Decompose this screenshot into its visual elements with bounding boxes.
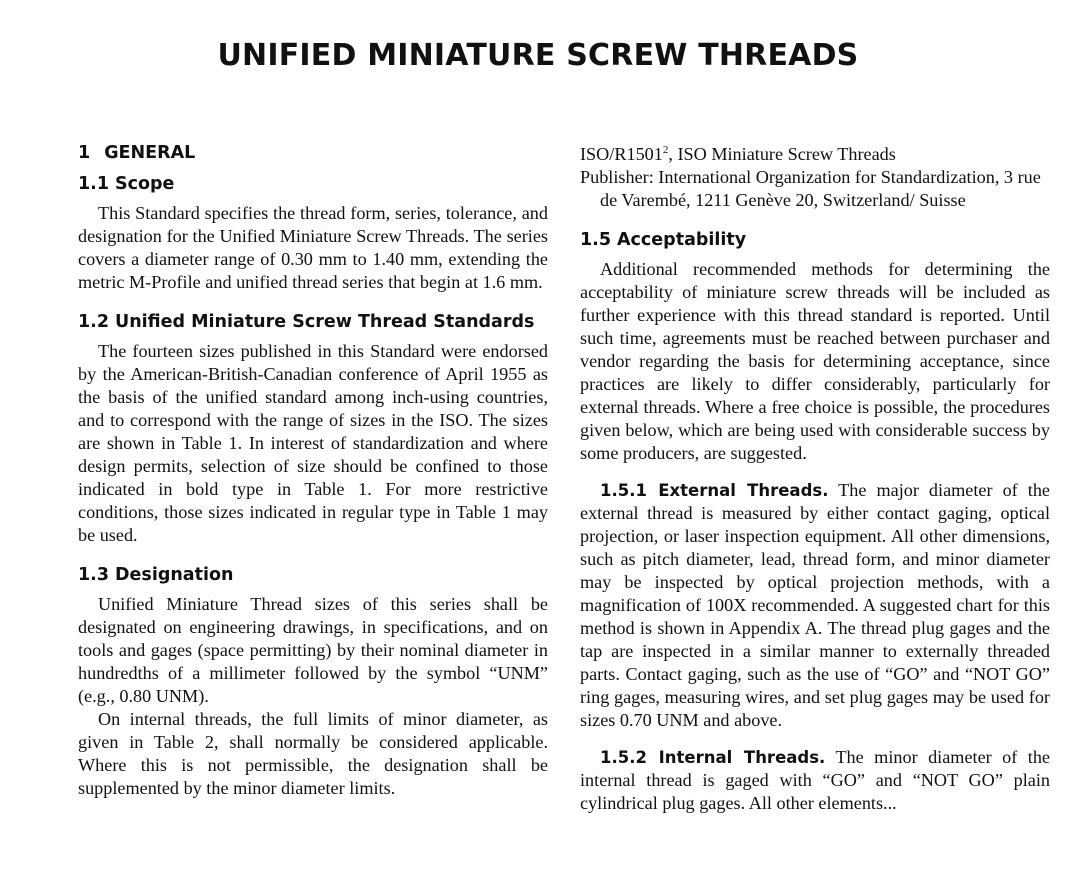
section-number: 1.3 <box>78 565 110 585</box>
designation-paragraph-2: On internal threads, the full limits of minor diameter, as given in Table 2, shall normally be considered applicable. Where this is not permissible, the designation shall be supplemented by the minor diameter limits. <box>78 709 548 798</box>
publisher-line: Publisher: International Organization for Standardization, 3 rue de Varembé, 1211 Genève 20, Switzerland/ Suisse <box>580 167 1041 210</box>
section-number: 1.5 <box>580 230 612 250</box>
section-1-heading <box>78 143 548 163</box>
designation-paragraph-1: Unified Miniature Thread sizes of this series shall be designated on engineering drawings, in specifications, and on tools and gages (space permitting) by their nominal diameter in hundredths of a millimeter followed by the symbol “UNM” (e.g., 0.80 UNM). <box>78 594 548 706</box>
footnote-marker: 2 <box>662 144 669 156</box>
scope-paragraph: This Standard specifies the thread form, series, tolerance, and designation for the Unified Miniature Screw Threads. The series covers a diameter range of 0.30 mm to 1.40 mm, extending the metric M-Profile and unified thread series that begin at 1.6 mm. <box>78 203 548 292</box>
iso-reference-code: ISO/R1501 <box>580 144 663 164</box>
section-number: 1 <box>78 143 91 163</box>
section-title: Scope <box>115 174 175 194</box>
section-1-3-heading <box>78 565 548 585</box>
section-title: Designation <box>115 565 234 585</box>
section-number: 1.2 <box>78 312 110 332</box>
section-title: Unified Miniature Screw Thread Standards <box>115 312 535 332</box>
section-1-2-heading <box>78 312 548 332</box>
left-column <box>78 143 548 800</box>
right-column <box>580 143 1050 815</box>
external-threads-paragraph <box>580 479 1050 732</box>
subsection-body: The major diameter of the external thread is measured by either contact gaging, optical projection, or laser inspection equipment. All other dimensions, such as pitch diameter, lead, thread form, and minor diameter may be inspected by optical projection methods, with a magnification of 100X recommended. A suggested chart for this method is shown in Appendix A. The thread plug gages and the tap are inspected in a similar manner to externally threaded parts. Contact gaging, such as the use of “GO” and “NOT GO” ring gages, measuring wires, and set plug gages may be used for sizes 0.70 UNM and above. <box>580 480 1050 730</box>
subsection-label: 1.5.1 External Threads. <box>600 481 829 500</box>
section-title: Acceptability <box>617 230 747 250</box>
subsection-label: 1.5.2 Internal Threads. <box>600 748 826 767</box>
standards-paragraph: The fourteen sizes published in this Standard were endorsed by the American-British-Canadian conference of April 1955 as the basis of the unified standard among inch-using countries, and to correspond with the range of sizes in the ISO. The sizes are shown in Table 1. In interest of standardization and where design permits, selection of size should be confined to those indicated in bold type in Table 1. For more restrictive conditions, those sizes indicated in regular type in Table 1 may be used. <box>78 341 548 545</box>
section-title: GENERAL <box>104 143 196 163</box>
section-1-1-heading <box>78 174 548 194</box>
section-number: 1.1 <box>78 174 110 194</box>
document-title: UNIFIED MINIATURE SCREW THREADS <box>217 38 859 73</box>
section-1-5-heading <box>580 230 1050 250</box>
iso-reference-title: , ISO Miniature Screw Threads <box>668 144 896 164</box>
subsection-body: The minor diameter of the internal thread is gaged with “GO” and “NOT GO” plain cylindrical plug gages. All other elements... <box>580 747 1051 813</box>
internal-threads-paragraph <box>580 746 1050 815</box>
iso-reference <box>580 143 1050 166</box>
acceptability-paragraph: Additional recommended methods for determining the acceptability of miniature screw threads will be included as further experience with this thread standard is reported. Until such time, agreements must be reached between purchaser and vendor regarding the basis for determining acceptance, since practices are likely to differ considerably, particularly for external threads. Where a free choice is possible, the procedures given below, which are being used with considerable success by some producers, are suggested. <box>580 259 1050 463</box>
